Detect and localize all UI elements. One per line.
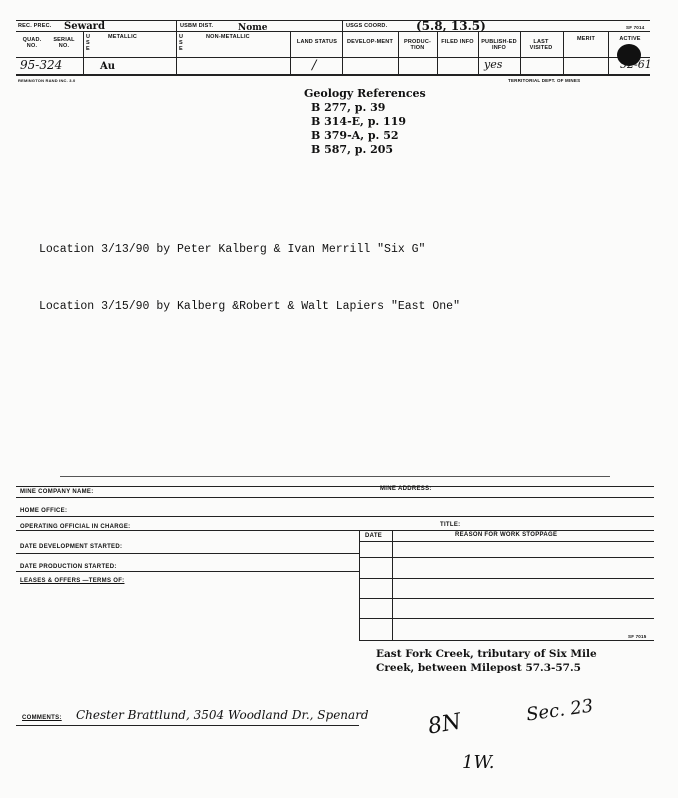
u-s-e-label-2: U S E: [179, 34, 184, 52]
serial-label: SERIAL NO.: [53, 37, 75, 49]
home-office-label: HOME OFFICE:: [20, 508, 68, 514]
usbm-dist-label: USBM DIST.: [180, 23, 214, 29]
township-handwritten: 8N: [426, 709, 464, 740]
geology-ref: B 587, p. 205: [311, 143, 394, 156]
usgs-coord-label: USGS COORD.: [346, 23, 388, 29]
quad-serial-value: 95-324: [20, 58, 63, 72]
comments-value: Chester Brattlund, 3504 Woodland Dr., Spenard: [76, 708, 369, 722]
geology-references: [304, 87, 426, 157]
form-number-2: SF 7015: [628, 634, 647, 639]
active-value: 52-61: [620, 58, 652, 71]
form-number: SF 7014: [626, 25, 645, 30]
land-status-label: LAND STATUS: [296, 39, 338, 45]
geology-title: Geology References: [304, 87, 426, 100]
active-label: ACTIVE: [619, 36, 641, 42]
u-s-e-label: U S E: [86, 34, 91, 52]
comments-label: COMMENTS:: [22, 715, 62, 721]
leases-offers-label: LEASES & OFFERS —TERMS OF:: [20, 578, 125, 584]
geology-ref: B 277, p. 39: [311, 101, 386, 114]
date-production-label: DATE PRODUCTION STARTED:: [20, 564, 117, 570]
usgs-coord-value: (5.8, 13.5): [416, 19, 486, 33]
rec-prec-value: Seward: [64, 21, 105, 32]
geology-ref: B 314-E, p. 119: [311, 115, 407, 128]
location-notes: [39, 202, 460, 335]
development-label: DEVELOP-MENT: [346, 39, 394, 45]
territorial-label: TERRITORIAL DEPT. OF MINES: [508, 78, 581, 83]
quad-label: QUAD. NO.: [22, 37, 42, 49]
location-description-line: East Fork Creek, tributary of Six Mile: [376, 648, 597, 660]
published-info-label: PUBLISH-ED INFO: [481, 39, 517, 51]
metallic-value: Au: [100, 61, 116, 72]
printer-line: REMINGTON RAND INC. 3.0: [18, 78, 76, 83]
last-visited-label: LAST VISITED: [529, 39, 553, 51]
location-description: [376, 647, 597, 675]
published-info-value: yes: [484, 58, 503, 71]
date-column-label: DATE: [365, 533, 383, 539]
date-development-label: DATE DEVELOPMENT STARTED:: [20, 544, 123, 550]
location-line: Location 3/13/90 by Peter Kalberg & Ivan Merrill "Six G": [39, 243, 426, 256]
section-handwritten: Sec. 23: [524, 695, 595, 726]
filed-info-label: FILED INFO: [441, 39, 474, 45]
mine-address-label: MINE ADDRESS:: [380, 486, 432, 492]
usbm-dist-value: Nome: [238, 23, 268, 33]
land-status-value: /: [312, 58, 317, 73]
title-label: TITLE:: [440, 522, 461, 528]
mine-company-label: MINE COMPANY NAME:: [20, 489, 94, 495]
production-label: PRODUC-TION: [403, 39, 432, 51]
geology-ref: B 379-A, p. 52: [311, 129, 399, 142]
merit-label: MERIT: [576, 36, 596, 42]
operating-official-label: OPERATING OFFICIAL IN CHARGE:: [20, 524, 131, 530]
nonmetallic-label: NON-METALLIC: [206, 34, 250, 40]
range-handwritten: 1W.: [462, 752, 495, 773]
rec-prec-label: REC. PREC.: [18, 23, 52, 29]
reason-column-label: REASON FOR WORK STOPPAGE: [455, 532, 558, 538]
location-description-line: Creek, between Milepost 57.3-57.5: [376, 662, 581, 674]
metallic-label: METALLIC: [108, 34, 137, 40]
location-line: Location 3/15/90 by Kalberg &Robert & Walt Lapiers "East One": [39, 300, 460, 313]
